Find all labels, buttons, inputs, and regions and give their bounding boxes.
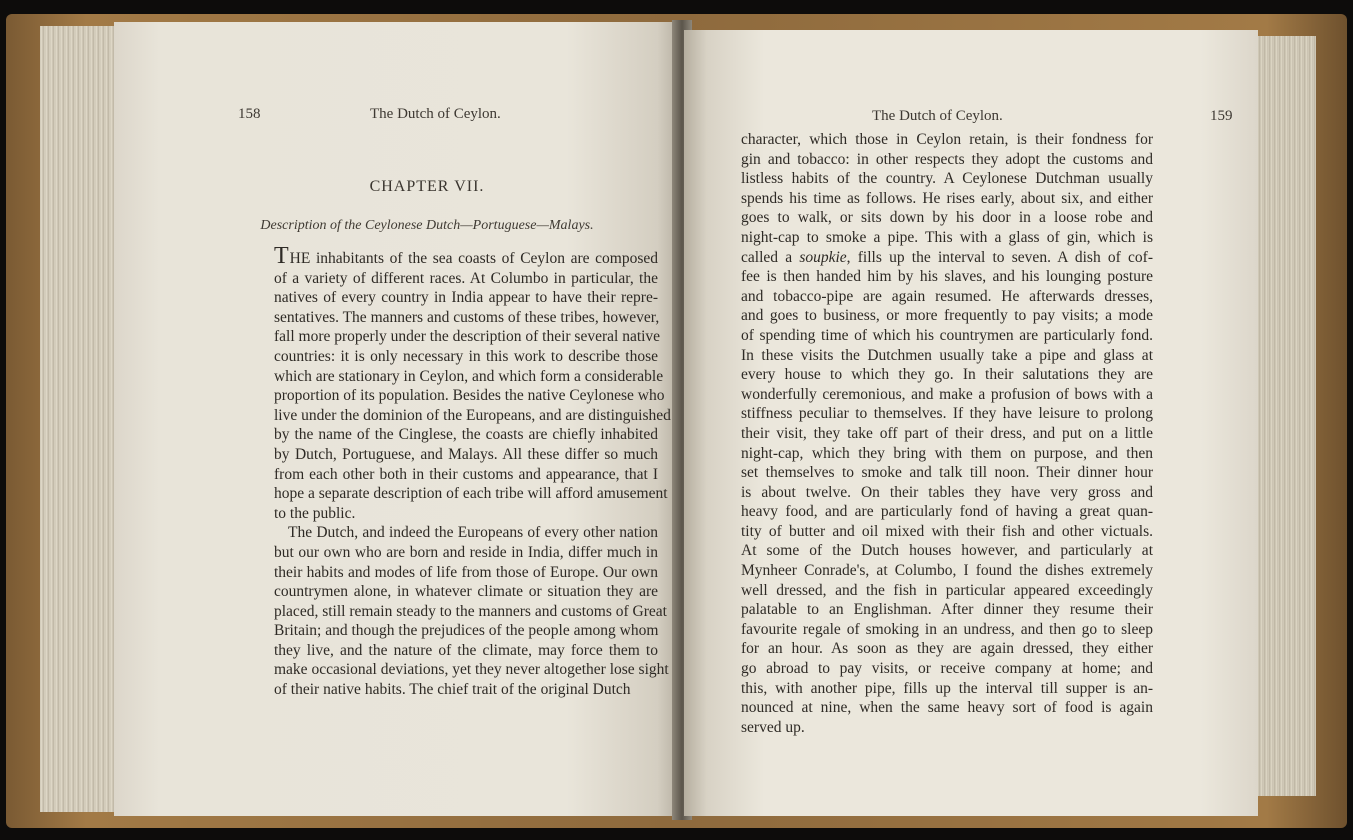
text-line: wonderfully ceremonious, and make a profusion of bows with a [741, 385, 1153, 403]
text-line: this, with another pipe, fills up the interval till supper is an- [741, 679, 1153, 697]
text-line: sentatives. The manners and customs of these tribes, however, [274, 308, 660, 326]
text-line: fall more properly under the description of their several native [274, 328, 661, 346]
left-page-number: 158 [238, 106, 261, 122]
left-page [114, 22, 680, 816]
text-line: which are stationary in Ceylon, and which form a considerable [274, 367, 664, 385]
text-line: spends his time as follows. He rises early, about six, and either [741, 189, 1153, 207]
text-line: is about twelve. On their tables they have very gross and [741, 483, 1153, 501]
text-line: Britain; and though the prejudices of the people among whom [274, 622, 659, 640]
text-line: to the public. [274, 504, 356, 522]
text-line: heavy food, and are particularly fond of having a great quan- [741, 503, 1153, 521]
text-line: goes to walk, or sits down by his door in a loose robe and [741, 209, 1153, 227]
text-line: by the name of the Cinglese, the coasts are chiefly inhabited [274, 426, 658, 444]
text-line: set themselves to smoke and talk till noon. Their dinner hour [741, 464, 1153, 482]
text-line: favourite regale of smoking in an undress, and then go to sleep [741, 620, 1153, 638]
text-line: In these visits the Dutchmen usually take a pipe and glass at [741, 346, 1153, 364]
chapter-summary: Description of the Ceylonese Dutch—Portuguese—Malays. [260, 218, 594, 233]
text-line: fee is then handed him by his slaves, and his lounging posture [741, 268, 1153, 286]
text-line: make occasional deviations, yet they never altogether lose sight [274, 661, 669, 679]
text-line: from each other both in their customs and appearance, that I [274, 465, 658, 483]
left-running-title: The Dutch of Ceylon. [370, 106, 501, 122]
text-line: called a soupkie, fills up the interval to seven. A dish of cof- [741, 248, 1153, 266]
text-line: proportion of its population. Besides the native Ceylonese who [274, 387, 665, 405]
text-line: of a variety of different races. At Columbo in particular, the [274, 269, 658, 287]
text-line: night-cap, which they bring with them on purpose, and then [741, 444, 1153, 462]
text-line: Mynheer Conrade's, at Columbo, I found the dishes extremely [741, 562, 1153, 580]
chapter-heading: CHAPTER VII. [369, 178, 485, 195]
text-line: served up. [741, 718, 805, 736]
text-line: by Dutch, Portuguese, and Malays. All these differ so much [274, 445, 658, 463]
text-line: countries: it is only necessary in this work to describe those [274, 347, 658, 365]
text-line: THE inhabitants of the sea coasts of Ceylon are composed [274, 243, 658, 269]
text-line: The Dutch, and indeed the Europeans of every other nation [288, 524, 658, 542]
text-line: their visit, they take off part of their dress, and put on a little [741, 424, 1153, 442]
text-line: for an hour. As soon as they are again dressed, they either [741, 640, 1153, 658]
text-line: placed, still remain steady to the manners and customs of Great [274, 602, 667, 620]
text-line: every house to which they go. In their salutations they are [741, 366, 1153, 384]
text-line: and goes to business, or more frequently to pay visits; a mode [741, 307, 1153, 325]
text-line: listless habits of the country. A Ceylonese Dutchman usually [741, 170, 1153, 188]
text-line: of their native habits. The chief trait of the original Dutch [274, 681, 631, 699]
left-body-text [274, 243, 671, 700]
text-line: but our own who are born and reside in India, differ much in [274, 543, 658, 561]
text-line: of spending time of which his countrymen are particularly fond. [741, 326, 1153, 344]
page-edges-right [1248, 36, 1316, 796]
right-body-text [741, 130, 1153, 737]
text-line: go abroad to pay visits, or receive company at home; and [741, 660, 1153, 678]
text-line: and tobacco-pipe are again resumed. He afterwards dresses, [741, 287, 1153, 305]
drop-initial: T [274, 243, 290, 269]
text-line: palatable to an Englishman. After dinner they resume their [741, 601, 1153, 619]
text-line: night-cap to smoke a pipe. This with a glass of gin, which is [741, 228, 1153, 246]
text-line: countrymen alone, in whatever climate or situation they are [274, 583, 658, 601]
right-running-title: The Dutch of Ceylon. [872, 108, 1003, 124]
right-page-number: 159 [1210, 108, 1233, 124]
text-line: gin and tobacco: in other respects they adopt the customs and [741, 150, 1153, 168]
text-line: tity of butter and oil mixed with their fish and other victuals. [741, 522, 1153, 540]
text-line: live under the dominion of the Europeans, and are distinguished [274, 406, 671, 424]
text-line: natives of every country in India appear to have their repre- [274, 289, 658, 307]
right-page [684, 30, 1258, 816]
text-line: nounced at nine, when the same heavy sort of food is again [741, 699, 1153, 717]
text-line: hope a separate description of each tribe will afford amusement [274, 485, 668, 503]
text-line: stiffness peculiar to themselves. If they have leisure to prolong [741, 405, 1153, 423]
text-line: At some of the Dutch houses however, and particularly at [741, 542, 1153, 560]
text-line: well dressed, and the fish in particular appeared exceedingly [741, 581, 1153, 599]
text-line: character, which those in Ceylon retain, is their fondness for [741, 131, 1153, 148]
text-line: their habits and modes of life from those of Europe. Our own [274, 563, 658, 581]
text-line: they live, and the nature of the climate, may force them to [274, 641, 658, 659]
page-edges-left [40, 26, 124, 812]
